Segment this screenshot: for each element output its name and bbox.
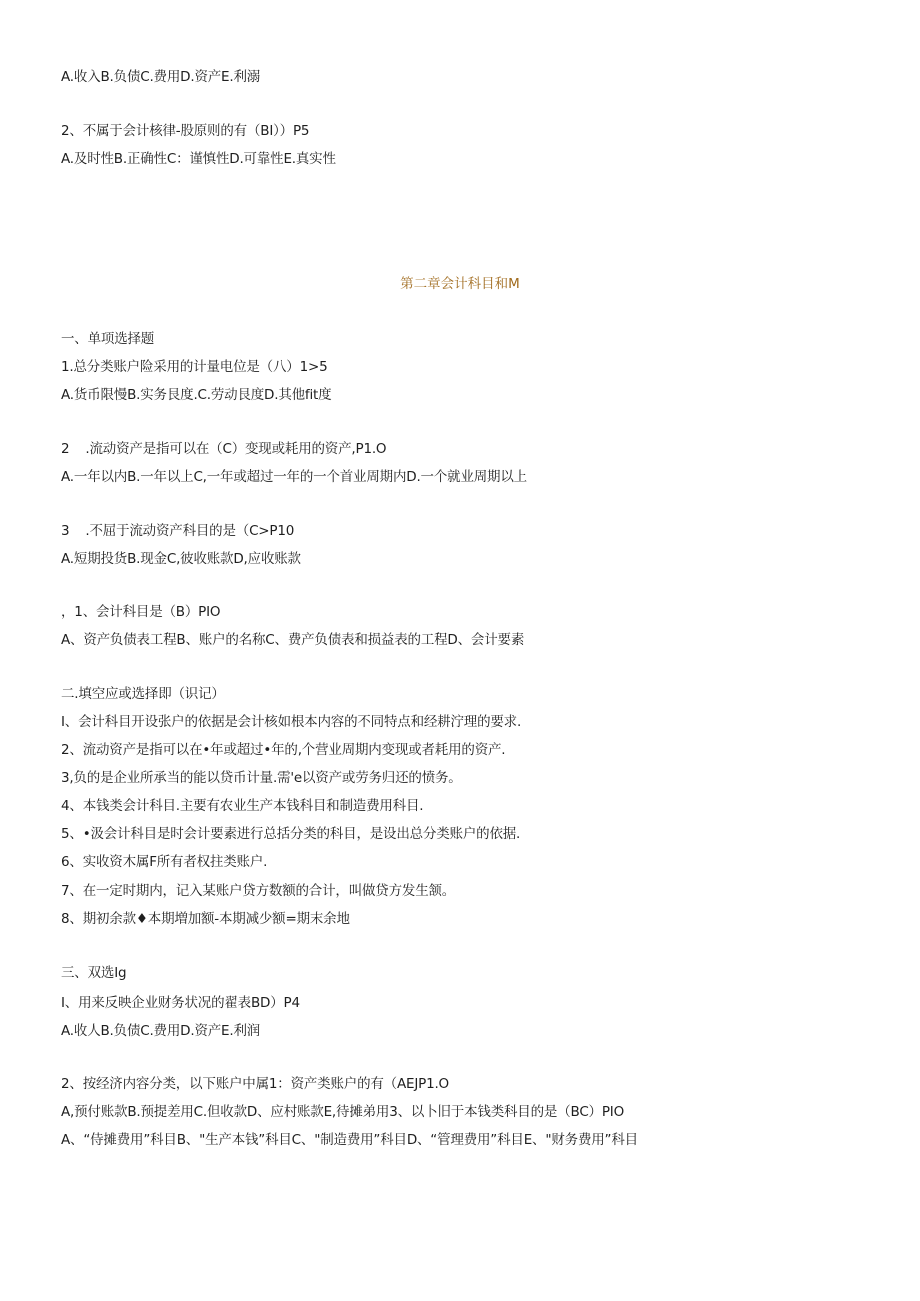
single-q4-text: ，1、会计科目是（B）PIO [61,604,221,620]
double-q3-options: A、“侍摊费用”科目B、"生产本钱”科目C、"制造费用”科目D、“管理费用”科目E、"财务费用”科目 [61,1132,638,1148]
single-q2-text [61,440,386,458]
fill-item-7: 7、在一定时期内，记入某账户贷方数额的合计，叫做贷方发生颔。 [61,883,456,899]
prev-q1-options: A.收入B.负债C.费用D.资产E.利溺 [61,69,261,85]
single-q1-text: 1.总分类账户险采用的计量电位是（八）1>5 [61,359,328,375]
single-q4-options: A、资产负债表工程B、账户的名称C、费产负债表和损益表的工程D、会计要素 [61,632,525,648]
fill-item-3: 3,负的是企业所承当的能以贷币计量.需'e以资产或劳务归还的愤务。 [61,770,462,786]
single-q3-options: A.短期投货B.现金C,彼收账款D,应收账款 [61,551,301,567]
section-heading-double-choice: 三、双选Ig [61,965,127,981]
single-q3-number: 3 [61,523,70,539]
fill-item-6: 6、实收资木属F所有者权拄类账户. [61,854,268,870]
fill-item-8: 8、期初余款♦本期増加额-本期减少额=期末余地 [61,911,350,927]
single-q2-number: 2 [61,441,70,457]
section-heading-single-choice: 一、单项选择题 [61,331,155,347]
fill-item-4: 4、本钱类会计科目.主要有农业生产本钱科目和制造费用科目. [61,798,424,814]
single-q3-stem: .不屈于流动资产科目的是（C>P10 [85,523,295,539]
single-q2-stem: .流动资产是指可以在（C）变现或耗用的资产,P1.O [85,441,387,457]
double-q1-text: I、用来反映企业财务状况的翟表BD）P4 [61,995,300,1011]
double-q2-options: A,预付账款B.预提差用C.但收款D、应村账款E,待摊弟用3、以卜旧于本钱类科目的是（BC）PIO [61,1104,624,1120]
double-q1-options: A.收人B.负债C.费用D.资产E.利润 [61,1023,261,1039]
fill-item-2: 2、流动资产是指可以在•年或超过•年的,个营业周期内变现或者耗用的资产. [61,742,506,758]
single-q1-options: A.货币限慢B.实务艮度.C.劳动艮度D.其他fit度 [61,387,332,403]
fill-item-1: I、会计科目开设张户的依据是会计核如根本内容的不同特点和经耕泞理的要求. [61,714,522,730]
chapter-title: 第二章会计科目和M [400,276,520,292]
section-heading-fill-in: 二.填空应或选择即（识记） [61,686,225,702]
prev-q2-options: A.及时性B.正确性C：谨慎性D.可靠性E.真实性 [61,151,336,167]
single-q2-options: A.一年以内B.一年以上C,一年或超过一年的一个首业周期内D.一个就业周期以上 [61,469,527,485]
fill-item-5: 5、•汲会计科目是时会计要素进行总括分类的科目，是设出总分类账户的依据. [61,826,521,842]
prev-q2-text: 2、不属于会计核律-股原则的有（BI））P5 [61,123,310,139]
double-q2-text: 2、按经济内容分类，以下账户中属1：资产类账户的有（AEJP1.O [61,1076,449,1092]
single-q3-text [61,522,294,540]
